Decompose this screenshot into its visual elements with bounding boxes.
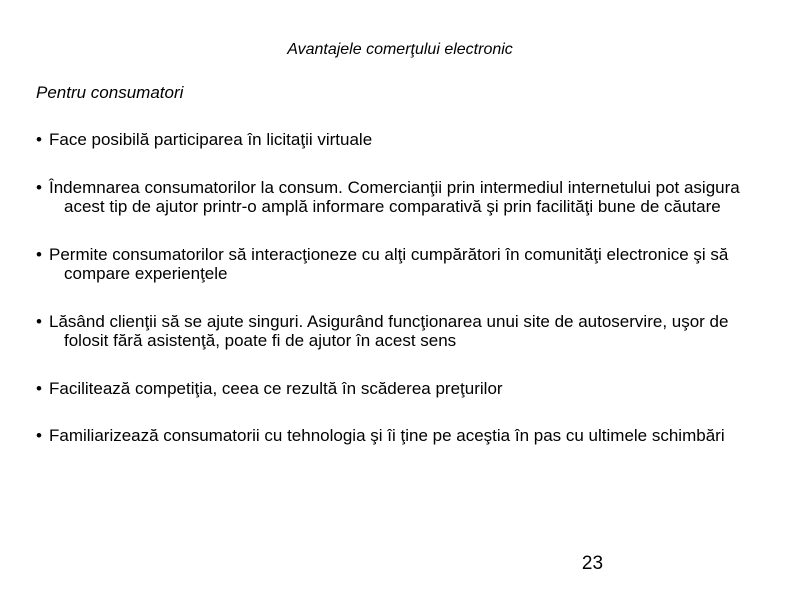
- bullet-item: [36, 130, 766, 150]
- bullet-text: Permite consumatorilor să interacţioneze cu alţi cumpărători în comunităţi electronice şi să compare experienţele: [49, 244, 729, 283]
- bullet-text: Familiarizează consumatorii cu tehnologia şi îi ţine pe aceştia în pas cu ultimele schimbări: [49, 426, 725, 445]
- bullet-mark: •: [36, 177, 42, 197]
- section-subtitle: Pentru consumatori: [36, 83, 184, 102]
- bullet-text: Lăsând clienţii să se ajute singuri. Asigurând funcţionarea unui site de autoservire, uşor de folosit fără asistenţă, poate fi de ajutor în acest sens: [49, 311, 729, 350]
- bullet-mark: •: [36, 426, 42, 445]
- bullet-text: Îndemnarea consumatorilor la consum. Comercianţii prin intermediul internetului pot asigura acest tip de ajutor printr-o amplă informare comparativă şi prin facilităţi bune de căutare: [49, 177, 740, 216]
- bullet-text: Face posibilă participarea în licitaţii virtuale: [49, 130, 373, 149]
- bullet-mark: •: [36, 244, 42, 264]
- page-number: 23: [581, 553, 604, 574]
- bullet-item: [36, 379, 766, 399]
- bullet-mark: •: [36, 311, 42, 331]
- bullet-item: [36, 178, 766, 217]
- bullet-list: [36, 130, 766, 474]
- bullet-mark: •: [36, 378, 42, 398]
- bullet-text: Facilitează competiţia, ceea ce rezultă în scăderea preţurilor: [49, 378, 503, 398]
- bullet-item: [36, 426, 766, 446]
- bullet-item: [36, 312, 766, 351]
- bullet-item: [36, 245, 766, 284]
- bullet-mark: •: [36, 130, 42, 149]
- slide-title: Avantajele comerţului electronic: [287, 41, 513, 58]
